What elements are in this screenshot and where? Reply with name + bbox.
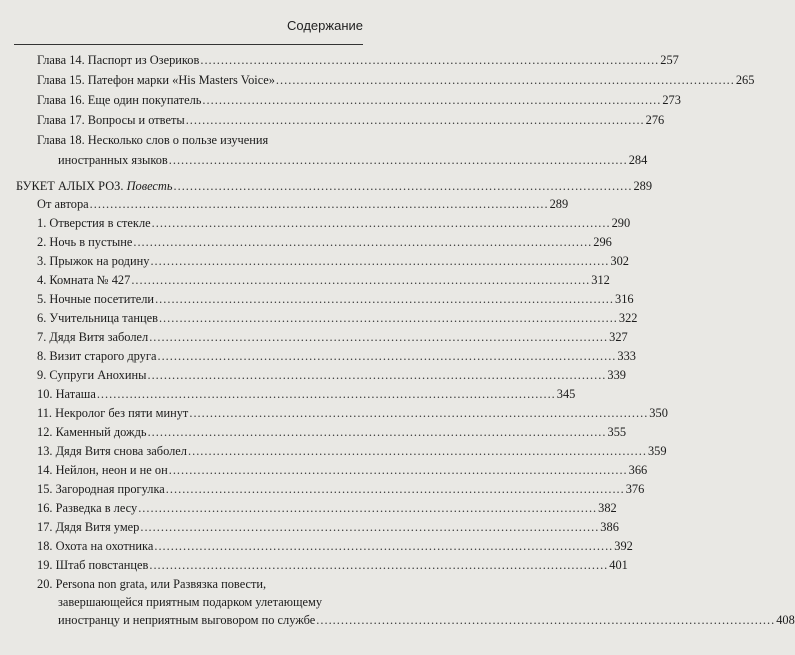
- toc-entry-page: 386: [600, 520, 619, 534]
- toc-entry: [37, 197, 569, 212]
- toc-entry: [37, 330, 628, 345]
- toc-entry-page: 322: [618, 311, 638, 325]
- toc-entry-title: 13. Дядя Витя снова заболел: [37, 444, 187, 458]
- running-head: Содержание: [287, 18, 363, 33]
- toc-entry-title-cont: иностранных языков: [58, 153, 168, 167]
- leader-dots: ................................................................................................................: [168, 153, 628, 167]
- leader-dots: ................................................................................................................: [316, 613, 776, 627]
- toc-entry-page: 376: [625, 482, 645, 496]
- toc-entry-page: 312: [591, 273, 610, 287]
- toc-entry-title: 15. Загородная прогулка: [37, 482, 165, 496]
- leader-dots: ................................................................................................................: [133, 235, 593, 249]
- leader-dots: ................................................................................................................: [168, 463, 628, 477]
- section-entry: [16, 179, 653, 194]
- toc-entry-title: 1. Отверстия в стекле: [37, 216, 151, 230]
- leader-dots: ................................................................................................................: [149, 558, 609, 572]
- toc-entry: [37, 368, 626, 383]
- leader-dots: ................................................................................................................: [147, 425, 607, 439]
- leader-dots: ................................................................................................................: [89, 197, 549, 211]
- toc-entry: [37, 235, 612, 250]
- toc-entry-title: 18. Охота на охотника: [37, 539, 154, 553]
- toc-entry: [58, 613, 795, 628]
- toc-entry: [37, 444, 667, 459]
- leader-dots: ................................................................................................................: [151, 216, 611, 230]
- leader-dots: ................................................................................................................: [150, 254, 610, 268]
- toc-entry-title: 2. Ночь в пустыне: [37, 235, 133, 249]
- toc-entry-title: 20. Persona non grata, или Развязка повести,: [37, 577, 267, 591]
- toc-entry-title: 9. Супруги Анохины: [37, 368, 147, 382]
- toc-entry-title: 8. Визит старого друга: [37, 349, 157, 363]
- toc-entry: [37, 216, 631, 231]
- toc-entry-title: 10. Наташа: [37, 387, 96, 401]
- toc-entry-page: 333: [617, 349, 636, 363]
- toc-entry: [37, 539, 633, 554]
- toc-entry-title: 4. Комната № 427: [37, 273, 131, 287]
- toc-entry-title: 16. Разведка в лесу: [37, 501, 138, 515]
- leader-dots: ................................................................................................................: [140, 520, 600, 534]
- toc-entry-page: 401: [609, 558, 628, 572]
- section-title: БУКЕТ АЛЫХ РОЗ.: [16, 179, 124, 193]
- toc-entry: [37, 349, 636, 364]
- leader-dots: ................................................................................................................: [131, 273, 591, 287]
- leader-dots: ................................................................................................................: [189, 406, 649, 420]
- toc-entry-page: 284: [628, 153, 648, 167]
- toc-entry: [37, 254, 629, 269]
- toc-entry-title: От автора: [37, 197, 89, 211]
- toc-entry: [37, 53, 679, 68]
- toc-entry-title: 3. Прыжок на родину: [37, 254, 150, 268]
- toc-entry-page: 276: [645, 113, 665, 127]
- leader-dots: ................................................................................................................: [96, 387, 556, 401]
- toc-entry-title-cont: завершающейся приятным подарком улетающему: [58, 595, 323, 609]
- toc-entry-page: 327: [609, 330, 628, 344]
- toc-entry-title: 11. Некролог без пяти минут: [37, 406, 189, 420]
- leader-dots: ................................................................................................................: [202, 93, 662, 107]
- leader-dots: ................................................................................................................: [275, 73, 735, 87]
- toc-entry-page: 273: [662, 93, 681, 107]
- toc-entry: [37, 387, 576, 402]
- toc-entry: [37, 463, 648, 478]
- toc-entry-page: 257: [660, 53, 679, 67]
- leader-dots: ................................................................................................................: [200, 53, 660, 67]
- section-subtitle: Повесть: [126, 179, 173, 193]
- toc-entry-title: Глава 18. Несколько слов о пользе изучения: [37, 133, 269, 147]
- toc-entry: [37, 501, 617, 516]
- leader-dots: ................................................................................................................: [147, 368, 607, 382]
- toc-entry-page: 392: [614, 539, 633, 553]
- toc-entry-title: 5. Ночные посетители: [37, 292, 155, 306]
- toc-entry-page: 289: [549, 197, 569, 211]
- leader-dots: ................................................................................................................: [154, 539, 614, 553]
- leader-dots: ................................................................................................................: [158, 311, 618, 325]
- leader-dots: ................................................................................................................: [188, 444, 647, 458]
- toc-entry: [37, 311, 638, 326]
- toc-entry-title-cont: иностранцу и неприятным выговором по службе: [58, 613, 316, 627]
- toc-entry: [37, 406, 668, 421]
- toc-entry-page: 316: [615, 292, 634, 306]
- leader-dots: ................................................................................................................: [155, 292, 614, 306]
- toc-entry-page: 289: [633, 179, 653, 193]
- toc-entry-title: 12. Каменный дождь: [37, 425, 147, 439]
- toc-entry-page: 359: [647, 444, 667, 458]
- leader-dots: ................................................................................................................: [173, 179, 633, 193]
- toc-entry-page: 408: [776, 613, 795, 627]
- leader-dots: ................................................................................................................: [165, 482, 625, 496]
- toc-entry-page: 265: [735, 73, 755, 87]
- toc-entry-page: 355: [607, 425, 627, 439]
- toc-entry-page: 382: [598, 501, 617, 515]
- toc-entry-title: 7. Дядя Витя заболел: [37, 330, 149, 344]
- toc-entry-page: 302: [610, 254, 629, 268]
- toc-entry: [37, 113, 665, 128]
- toc-entry: [58, 153, 648, 168]
- toc-entry-title: 6. Учительница танцев: [37, 311, 158, 325]
- leader-dots: ................................................................................................................: [149, 330, 609, 344]
- header-rule: [14, 44, 363, 45]
- toc-entry-title: Глава 15. Патефон марки «His Masters Voice»: [37, 73, 275, 87]
- toc-entry: [37, 520, 619, 535]
- toc-entry: [37, 273, 610, 288]
- toc-entry-title: Глава 17. Вопросы и ответы: [37, 113, 185, 127]
- leader-dots: ................................................................................................................: [185, 113, 645, 127]
- toc-entry: [37, 558, 628, 573]
- toc-entry-title: Глава 16. Еще один покупатель: [37, 93, 202, 107]
- toc-entry-page: 339: [607, 368, 626, 382]
- toc-entry: [37, 93, 681, 108]
- toc-entry-title: 14. Нейлон, неон и не он: [37, 463, 168, 477]
- toc-entry-page: 345: [556, 387, 576, 401]
- toc-entry-page: 350: [649, 406, 668, 420]
- toc-entry: [37, 482, 645, 497]
- toc-entry-page: 366: [628, 463, 648, 477]
- leader-dots: ................................................................................................................: [138, 501, 598, 515]
- toc-entry-title: 19. Штаб повстанцев: [37, 558, 149, 572]
- toc-entry-page: 296: [593, 235, 612, 249]
- toc-entry: [37, 73, 755, 88]
- toc-entry-title: 17. Дядя Витя умер: [37, 520, 140, 534]
- toc-entry: [37, 425, 627, 440]
- toc-entry: [37, 292, 634, 307]
- leader-dots: ................................................................................................................: [157, 349, 617, 363]
- toc-entry-page: 290: [611, 216, 631, 230]
- toc-entry-title: Глава 14. Паспорт из Озериков: [37, 53, 200, 67]
